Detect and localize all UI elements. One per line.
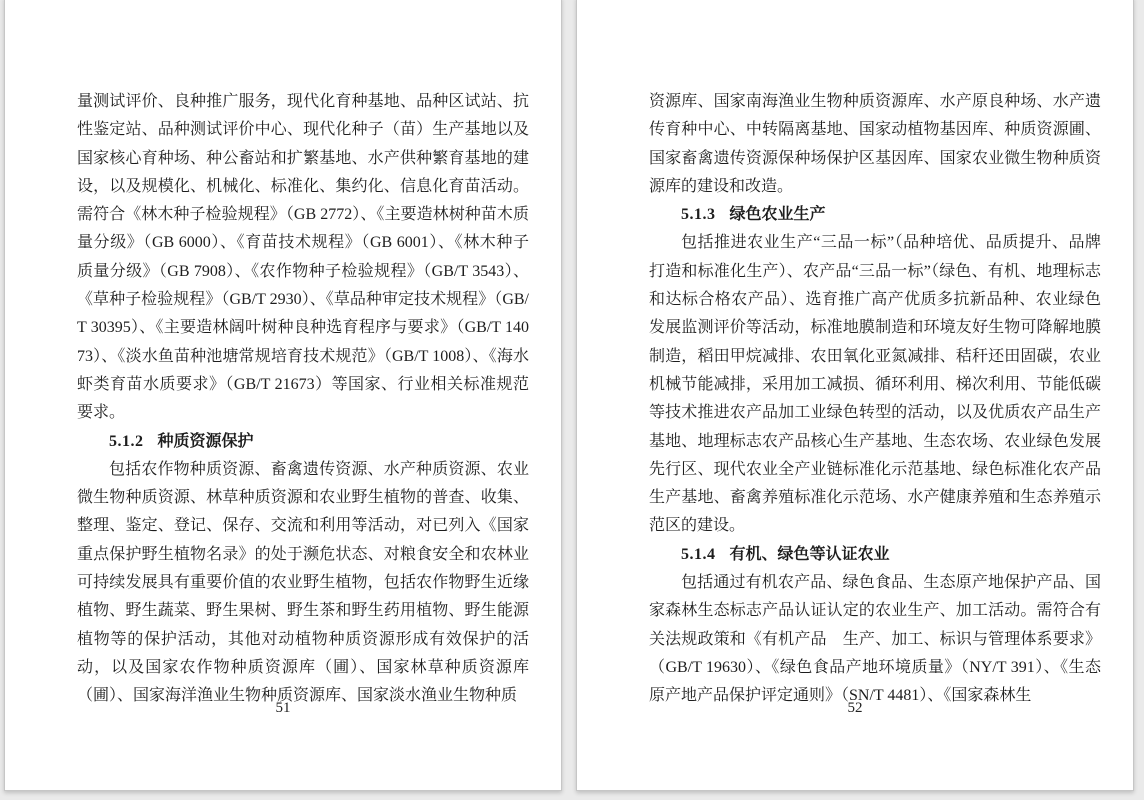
section-heading	[649, 201, 1101, 229]
section-title: 种质资源保护	[157, 432, 254, 450]
page-number: 52	[847, 700, 863, 716]
body-paragraph: 资源库、国家南海渔业生物种质资源库、水产原良种场、水产遗传育种中心、中转隔离基地、国家动植物基因库、种质资源圃、国家畜禽遗传资源保种场保护区基因库、国家农业微生物种质资源库的建设和改造。	[649, 93, 1101, 195]
page-52	[576, 0, 1134, 791]
section-heading	[649, 541, 1101, 569]
page-content	[77, 88, 529, 711]
section-heading	[77, 428, 529, 456]
section-title: 有机、绿色等认证农业	[729, 545, 890, 563]
section-number: 5.1.2	[109, 432, 144, 450]
section-number: 5.1.3	[681, 206, 716, 224]
page-number: 51	[275, 700, 291, 716]
page-51	[4, 0, 562, 791]
section-number: 5.1.4	[681, 545, 716, 563]
body-paragraph: 量测试评价、良种推广服务，现代化育种基地、品种区试站、抗性鉴定站、品种测试评价中心、现代化种子（苗）生产基地以及国家核心育种场、种公畜站和扩繁基地、水产供种繁育基地的建设，以及规模化、机械化、标准化、集约化、信息化育苗活动。需符合《林木种子检验规程》（GB 2772）、《主要造林树种苗木质量分级》（GB 6000）、《育苗技术规程》（GB 6001）、《林木种子质量分级》（GB 7908）、《农作物种子检验规程》（GB/T 3543）、《草种子检验规程》（GB/T 2930）、《草品种审定技术规程》（GB/T 30395）、《主要造林阔叶树种良种选育程序与要求》（GB/T 14073）、《淡水鱼苗种池塘常规培育技术规范》（GB/T 1008）、《海水虾类育苗水质要求》（GB/T 21673）等国家、行业相关标准规范要求。	[77, 93, 529, 422]
body-paragraph: 包括通过有机农产品、绿色食品、生态原产地保护产品、国家森林生态标志产品认证认定的农业生产、加工活动。需符合有关法规政策和《有机产品 生产、加工、标识与管理体系要求》（GB/T 19630）、《绿色食品产地环境质量》（NY/T 391）、《生态原产地产品保护评定通则》（SN/T 4481）、《国家森林生	[649, 574, 1101, 705]
body-paragraph: 包括推进农业生产“三品一标”（品种培优、品质提升、品牌打造和标准化生产）、农产品“三品一标”（绿色、有机、地理标志和达标合格农产品）、选育推广高产优质多抗新品种、农业绿色发展监测评价等活动，标准地膜制造和环境友好生物可降解地膜制造，稻田甲烷减排、农田氧化亚氮减排、秸秆还田固碳，农业机械节能减排，采用加工减损、循环利用、梯次利用、节能低碳等技术推进农产品加工业绿色转型的活动，以及优质农产品生产基地、地理标志农产品核心生产基地、生态农场、农业绿色发展先行区、现代农业全产业链标准化示范基地、绿色标准化农产品生产基地、畜禽养殖标准化示范场、水产健康养殖和生态养殖示范区的建设。	[649, 234, 1101, 535]
page-content	[649, 88, 1101, 711]
body-paragraph: 包括农作物种质资源、畜禽遗传资源、水产种质资源、农业微生物种质资源、林草种质资源和农业野生植物的普查、收集、整理、鉴定、登记、保存、交流和利用等活动，对已列入《国家重点保护野生植物名录》的处于濒危状态、对粮食安全和农林业可持续发展具有重要价值的农业野生植物，包括农作物野生近缘植物、野生蔬菜、野生果树、野生茶和野生药用植物、野生能源植物等的保护活动，其他对动植物种质资源形成有效保护的活动，以及国家农作物种质资源库（圃）、国家林草种质资源库（圃）、国家海洋渔业生物种质资源库、国家淡水渔业生物种质	[77, 460, 529, 705]
section-title: 绿色农业生产	[729, 206, 826, 224]
